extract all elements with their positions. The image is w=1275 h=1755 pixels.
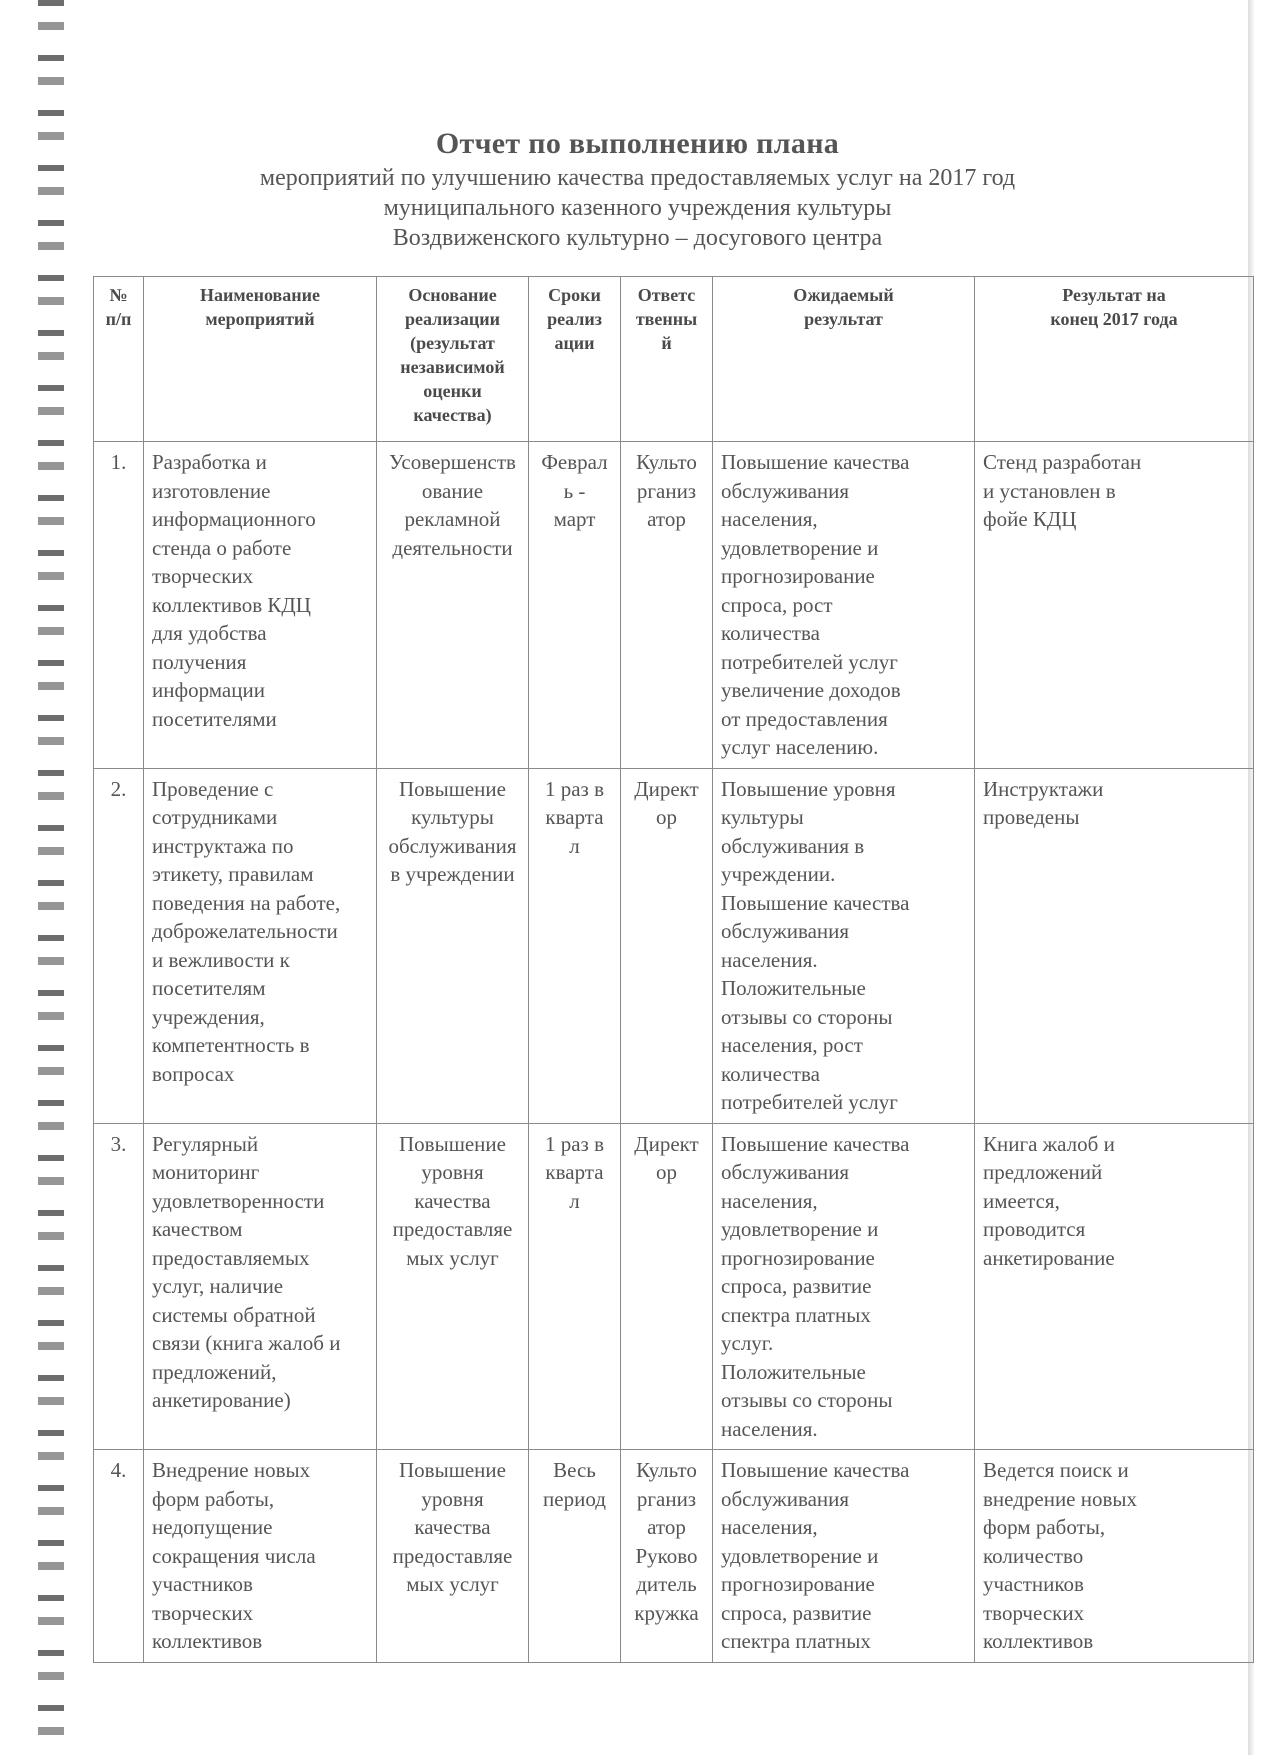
cell-number: 3. [94, 1123, 144, 1450]
cell-name: Проведение с сотрудниками инструктажа по этикету, правилам поведения на работе, доброжелательности и вежливости к посетителям учреждения, компетентность в вопросах [144, 768, 377, 1123]
cell-expected: Повышение уровня культуры обслуживания в учреждении. Повышение качества обслуживания населения. Положительные отзывы со стороны населения, рост количества потребителей услуг [713, 768, 975, 1123]
table-header-row [94, 277, 1254, 442]
cell-term: Феврал ь - март [529, 442, 621, 769]
cell-basis: Усовершенств ование рекламной деятельности [377, 442, 529, 769]
cell-name: Разработка и изготовление информационного стенда о работе творческих коллективов КДЦ для удобства получения информации посетителями [144, 442, 377, 769]
cell-name: Внедрение новых форм работы, недопущение сокращения числа участников творческих коллективов [144, 1450, 377, 1663]
cell-term: 1 раз в кварта л [529, 1123, 621, 1450]
column-header-result: Результат на конец 2017 года [975, 277, 1254, 442]
cell-expected: Повышение качества обслуживания населения, удовлетворение и прогнозирование спроса, рост количества потребителей услуг увеличение доходов от предоставления услуг населению. [713, 442, 975, 769]
column-header-number: № п/п [94, 277, 144, 442]
cell-name: Регулярный мониторинг удовлетворенности качеством предоставляемых услуг, наличие системы обратной связи (книга жалоб и предложений, анкетирование) [144, 1123, 377, 1450]
cell-number: 2. [94, 768, 144, 1123]
cell-result: Инструктажи проведены [975, 768, 1254, 1123]
subtitle-line-3: Воздвиженского культурно – досугового центра [392, 225, 883, 251]
plan-table [93, 276, 1254, 1663]
table-row [94, 768, 1254, 1123]
cell-responsible: Директ ор [621, 768, 713, 1123]
cell-number: 4. [94, 1450, 144, 1663]
cell-basis: Повышение уровня качества предоставляе мых услуг [377, 1450, 529, 1663]
cell-basis: Повышение культуры обслуживания в учреждении [377, 768, 529, 1123]
scan-edge-artifact [38, 0, 64, 1755]
column-header-responsible: Ответс твенны й [621, 277, 713, 442]
subtitle-line-2: муниципального казенного учреждения культуры [383, 195, 892, 221]
column-header-term: Сроки реализ ации [529, 277, 621, 442]
table-row [94, 1123, 1254, 1450]
cell-responsible: Культо рганиз атор [621, 442, 713, 769]
cell-result: Ведется поиск и внедрение новых форм работы, количество участников творческих коллективов [975, 1450, 1254, 1663]
cell-responsible: Культо рганиз атор Руково дитель кружка [621, 1450, 713, 1663]
column-header-expected: Ожидаемый результат [713, 277, 975, 442]
cell-expected: Повышение качества обслуживания населения, удовлетворение и прогнозирование спроса, развитие спектра платных [713, 1450, 975, 1663]
table-row [94, 442, 1254, 769]
cell-basis: Повышение уровня качества предоставляе мых услуг [377, 1123, 529, 1450]
cell-responsible: Директ ор [621, 1123, 713, 1450]
cell-result: Книга жалоб и предложений имеется, проводится анкетирование [975, 1123, 1254, 1450]
subtitle-line-1: мероприятий по улучшению качества предоставляемых услуг на 2017 год [259, 165, 1016, 191]
cell-term: 1 раз в кварта л [529, 768, 621, 1123]
cell-term: Весь период [529, 1450, 621, 1663]
document-title: Отчет по выполнению плана [435, 127, 840, 160]
column-header-basis: Основание реализации (результат независимой оценки качества) [377, 277, 529, 442]
cell-number: 1. [94, 442, 144, 769]
cell-expected: Повышение качества обслуживания населения, удовлетворение и прогнозирование спроса, развитие спектра платных услуг. Положительные отзывы со стороны населения. [713, 1123, 975, 1450]
cell-result: Стенд разработан и установлен в фойе КДЦ [975, 442, 1254, 769]
column-header-name: Наименование мероприятий [144, 277, 377, 442]
table-row [94, 1450, 1254, 1663]
document-header [0, 125, 1275, 253]
